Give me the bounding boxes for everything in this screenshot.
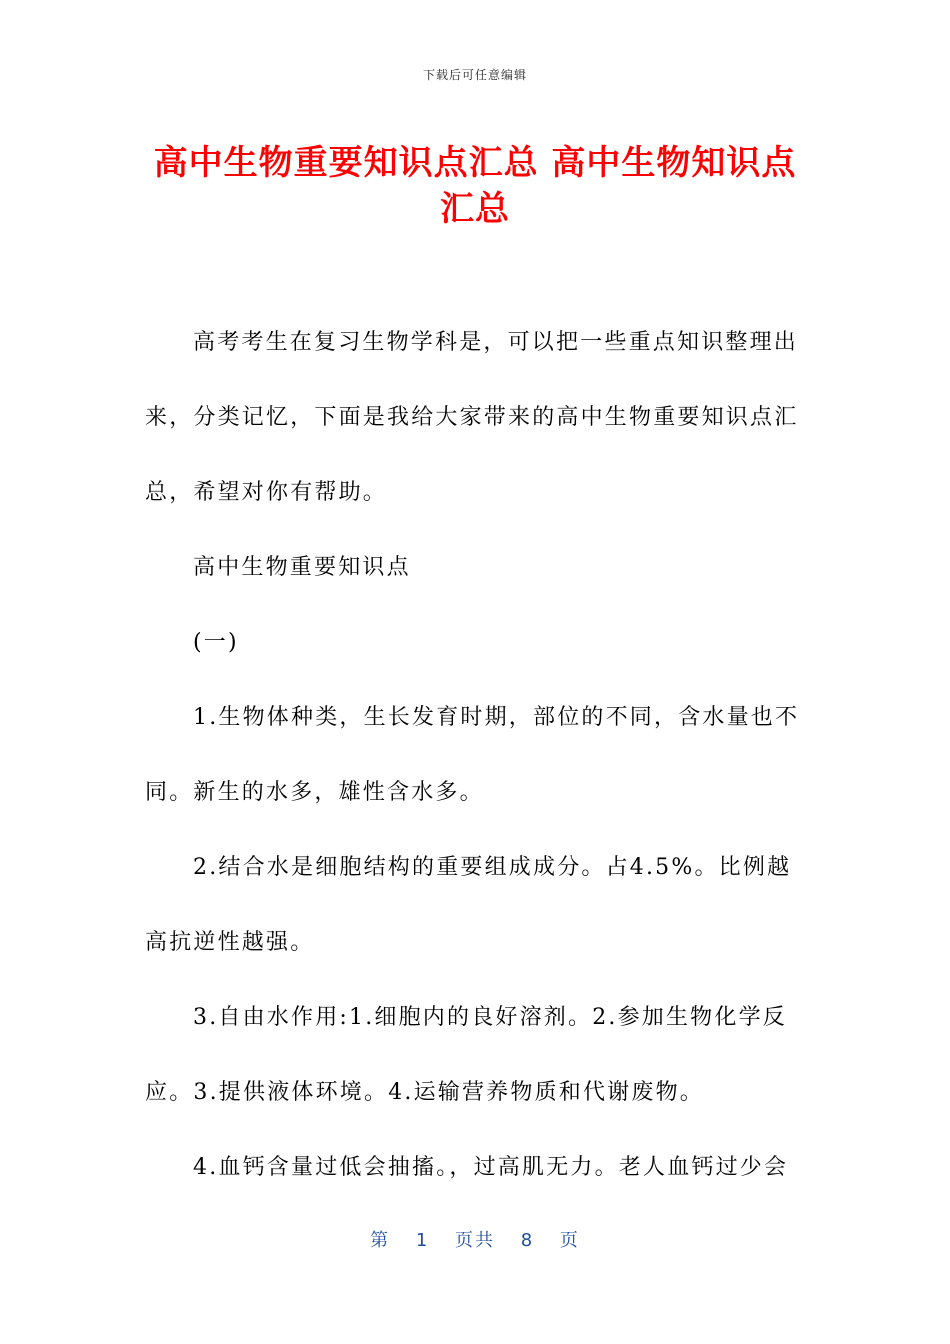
subsection-number: (一) — [193, 630, 239, 655]
paragraph-item-4: 4.血钙含量过低会抽搐。，过高肌无力。老人血钙过少会 — [193, 1155, 789, 1180]
header-note: 下载后可任意编辑 — [422, 68, 527, 82]
document-body — [145, 305, 815, 1205]
paragraph-item-2: 2.结合水是细胞结构的重要组成成分。占4.5%。比例越高抗逆性越强。 — [145, 855, 792, 955]
paragraph-item-3: 3.自由水作用:1.细胞内的良好溶剂。2.参加生物化学反应。3.提供液体环境。4.运输营养物质和代谢废物。 — [145, 1005, 787, 1105]
paragraph-item-1: 1.生物体种类，生长发育时期，部位的不同，含水量也不同。新生的水多，雄性含水多。 — [145, 705, 800, 805]
section-heading: 高中生物重要知识点 — [193, 555, 411, 580]
document-title: 高中生物重要知识点汇总 高中生物知识点汇总 — [153, 143, 797, 229]
page-number-footer: 第 1 页共 8 页 — [370, 1230, 580, 1251]
paragraph-intro: 高考考生在复习生物学科是，可以把一些重点知识整理出来，分类记忆，下面是我给大家带来的高中生物重要知识点汇总，希望对你有帮助。 — [145, 330, 799, 505]
